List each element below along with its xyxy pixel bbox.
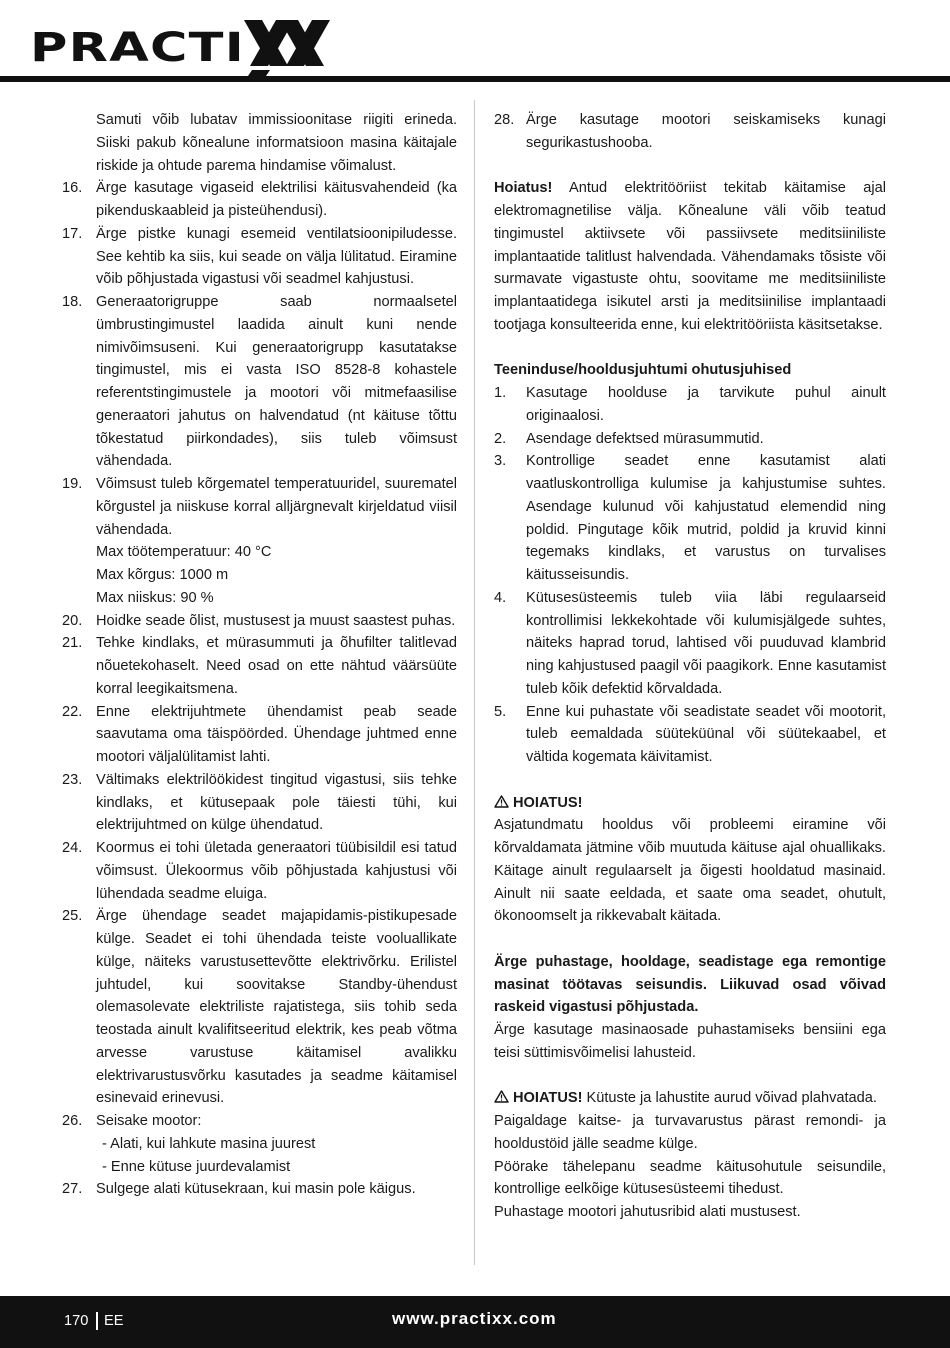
warning2-label: HOIATUS! — [513, 1090, 583, 1107]
warning2-text: Kütuste ja lahustite aurud võivad plahvatada. — [582, 1090, 877, 1107]
item-text: Ärge kasutage mootori seiskamiseks kunagi segurikastushooba. — [526, 112, 886, 151]
list-item — [494, 587, 886, 701]
stop-condition-2: - Enne kütuse juurdevalamist — [102, 1158, 291, 1175]
item-number: 1. — [494, 385, 507, 401]
item-number: 25. — [62, 908, 83, 925]
service-heading: Teeninduse/hooldusjuhtumi ohutusjuhised — [494, 362, 792, 379]
warning1-text: Asjatundmatu hooldus või probleemi eiramine või kõrvaldamata jätmine võib muutuda käituse ajal ohuallikaks. Käitage ainult regulaarselt ja õigesti hooldatud masinaid. Ainult nii saate eeldada, et saate oma seadet, ohutult, ökonoomselt ja rikkevabalt käitada. — [494, 817, 886, 925]
item-number: 20. — [62, 612, 83, 629]
item-number: 27. — [62, 1181, 83, 1198]
list-item — [62, 837, 457, 905]
max-altitude: Max kõrgus: 1000 m — [96, 567, 229, 583]
footer — [0, 1296, 950, 1348]
list-item — [494, 428, 886, 451]
item-number: 28. — [494, 112, 515, 128]
cleaning-text: Ärge kasutage masinaosade puhastamiseks bensiini ega teisi süttimisvõimelisi lahusteid. — [494, 1022, 886, 1061]
item-text: Ärge kasutage vigaseid elektrilisi käitusvahendeid (ka pikenduskaableid ja pisteühendusi). — [96, 180, 457, 219]
item-text: Ärge pistke kunagi esemeid ventilatsioonipiludesse. See kehtib ka siis, kui seade on välja lülitatud. Eiramine võib põhjustada vigastusi või seadmel kahjustusi. — [96, 225, 457, 288]
list-item — [62, 632, 457, 700]
list-item — [62, 1178, 457, 1201]
intro-paragraph: Samuti võib lubatav immissioonitase riigiti erineda. Siiski pakub kõnealune informatsioon masina käitajale riskide ja ohtude parema hindamise võimalust. — [96, 112, 457, 174]
item-text: Koormus ei tohi ületada generaatori tüübisildil esi tatud võimsust. Ülekoormus võib põhjustada kahjustusi või lühendada seadme eluiga. — [96, 840, 457, 902]
list-item — [62, 701, 457, 769]
item-text: Hoidke seade õlist, mustusest ja muust saastest puhas. — [96, 612, 456, 629]
item-number: 5. — [494, 703, 507, 720]
item-text: Kasutage hoolduse ja tarvikute puhul ainult originaalosi. — [526, 385, 886, 424]
item-number: 21. — [62, 635, 83, 652]
list-item — [494, 701, 886, 769]
item-number: 16. — [62, 180, 83, 197]
final-paragraph: Puhastage mootori jahutusribid alati mustusest. — [494, 1204, 801, 1220]
warning-heading — [494, 792, 886, 815]
max-humidity: Max niiskus: 90 % — [96, 589, 214, 606]
item-19-text: Võimsust tuleb kõrgematel temperatuuridel, suurematel kõrgustel ja niiskuse korral alljärgnevalt kirjeldatud viisil vähendada. — [96, 476, 457, 538]
warning1-label: HOIATUS! — [513, 794, 583, 811]
list-item — [62, 1110, 457, 1178]
final-paragraph: Paigaldage kaitse- ja turvavarustus pärast remondi- ja hooldustöid jälle seadme külge. — [494, 1113, 886, 1152]
hoiatus-label: Hoiatus! — [494, 180, 553, 197]
item-number: 19. — [62, 476, 83, 492]
page-separator — [96, 1312, 98, 1330]
list-item — [62, 177, 457, 223]
list-item — [62, 291, 457, 473]
emf-warning — [494, 177, 886, 336]
item-number: 24. — [62, 840, 83, 856]
list-item — [62, 905, 457, 1110]
item-text: Enne kui puhastate või seadistate seadet või mootorit, tuleb eemaldada süüteküünal või süütekaabel, et vältida kogemata käivitamist. — [526, 703, 886, 765]
item-text: Generaatorigruppe saab normaalsetel ümbrustingimustel laadida ainult kuni nende nimivõimsuseni. Kui generaatorigrupp kasutatakse tingimustel, mis ei vasta ISO 8528-8 kohastele referentstingimustele ja mootori või mitmefaasilise generaatori jahutus on halvendatud (nt käituse tõttu tõkestatud piirkondades), siis tuleb võimsust vähendada. — [96, 294, 457, 470]
item-number: 17. — [62, 225, 83, 242]
practixx-logo — [30, 14, 330, 76]
item-text: Asendage defektsed mürasummutid. — [526, 430, 764, 447]
left-column — [62, 109, 457, 1201]
item-text: Vältimaks elektrilöökidest tingitud vigastusi, siis tehke kindlaks, et kütusepaak pole täiesti tühi, kui elektrijuhtmed on külge ühendatud. — [96, 771, 457, 834]
list-item — [62, 223, 457, 291]
hoiatus-text: Antud elektritööriist tekitab käitamise ajal elektromagnetilise välja. Kõnealune väli võib teatud tingimustel aktiivsete või passiivsete meditsiiniliste implantaatide talitlust halvendada. Vähendamaks tõsiste või surmavate vigastuste ohtu, soovitame me meditsiiniliste implantaatidega isikutel arsti ja meditsiinilise implantaadi tootjaga konsulteerida enne, kui elektritööriista käsitsetakse. — [494, 180, 886, 333]
page-number: 170 — [64, 1313, 89, 1329]
list-item — [62, 769, 457, 837]
list-item — [62, 473, 457, 610]
warning-triangle-icon — [494, 1090, 509, 1103]
list-item — [494, 109, 886, 155]
bold-warning: Ärge puhastage, hooldage, seadistage ega remontige masinat töötavas seisundis. Liikuvad osad võivad raskeid vigastusi põhjustada. — [494, 953, 886, 1016]
item-text: Tehke kindlaks, et mürasummuti ja õhufilter talitlevad nõuetekohaselt. Need osad on ette nähtud väärsüüte korral leegikaitsmena. — [96, 635, 457, 697]
item-text: Ärge ühendage seadet majapidamis-pistikupesade külge. Seadet ei tohi ühendada teiste vooluallikate külge, näiteks varustusettevõtte elektrivõrku. Erilistel juhtudel, kui soovitakse Standby-ühendust olemasolevate elektriliste rajatistega, siis tohib seda teostada ainult kvalifitseeritud elektrik, kes peab võtma arvesse varustuse käitamisel avalikku elektrivarustusvõrku kasutades ja seadme käitamisel esinevaid erinevusi. — [96, 908, 457, 1107]
item-number: 3. — [494, 453, 507, 470]
list-item — [494, 382, 886, 428]
item-number: 18. — [62, 294, 83, 310]
item-text: Kütusesüsteemis tuleb viia läbi regulaarseid kontrollimisi lekkekohtade või kulumisjälgede suhtes, näiteks haprad torud, lahtised või puuduvad klambrid ning kahjustused paagil või paagikork. Enne kasutamist tuleb kõik defektid kõrvaldada. — [526, 589, 886, 697]
svg-text:PRACTI: PRACTI — [30, 25, 245, 71]
website-url[interactable]: www.practixx.com — [392, 1309, 557, 1328]
item-26-text: Seisake mootor: — [96, 1113, 202, 1129]
warning2 — [494, 1087, 886, 1110]
item-number: 23. — [62, 771, 83, 788]
item-text — [96, 1110, 457, 1178]
item-number: 4. — [494, 589, 507, 606]
item-number: 2. — [494, 430, 507, 447]
item-text: Sulgege alati kütusekraan, kui masin pole käigus. — [96, 1181, 416, 1198]
max-temperature: Max töötemperatuur: 40 °C — [96, 544, 272, 561]
item-text — [96, 473, 457, 610]
stop-condition-1: - Alati, kui lahkute masina juurest — [102, 1135, 316, 1152]
list-item — [494, 450, 886, 587]
item-number: 26. — [62, 1113, 83, 1129]
warning-triangle-icon — [494, 795, 509, 808]
header-rule — [0, 76, 950, 82]
right-column — [494, 109, 886, 1224]
final-paragraph: Pöörake tähelepanu seadme käitusohutule seisundile, kontrollige eelkõige kütusesüsteemi tihedust. — [494, 1158, 886, 1198]
list-item — [62, 610, 457, 633]
item-text: Enne elektrijuhtmete ühendamist peab seade saavutama oma täispöörded. Ühendage juhtmed enne mootori väljalülitamist lahti. — [96, 703, 457, 765]
column-divider — [474, 100, 475, 1265]
language-code: EE — [104, 1313, 124, 1329]
item-text: Kontrollige seadet enne kasutamist alati vaatluskontrolliga kulumise ja kahjustumise suhtes. Asendage kulunud või kahjustatud elemendid ning poldid. Pingutage kõik mutrid, poldid ja kruvid kinni tegemaks kindlaks, et varustus on turvalises käitusseisundis. — [526, 453, 886, 583]
item-number: 22. — [62, 703, 83, 720]
